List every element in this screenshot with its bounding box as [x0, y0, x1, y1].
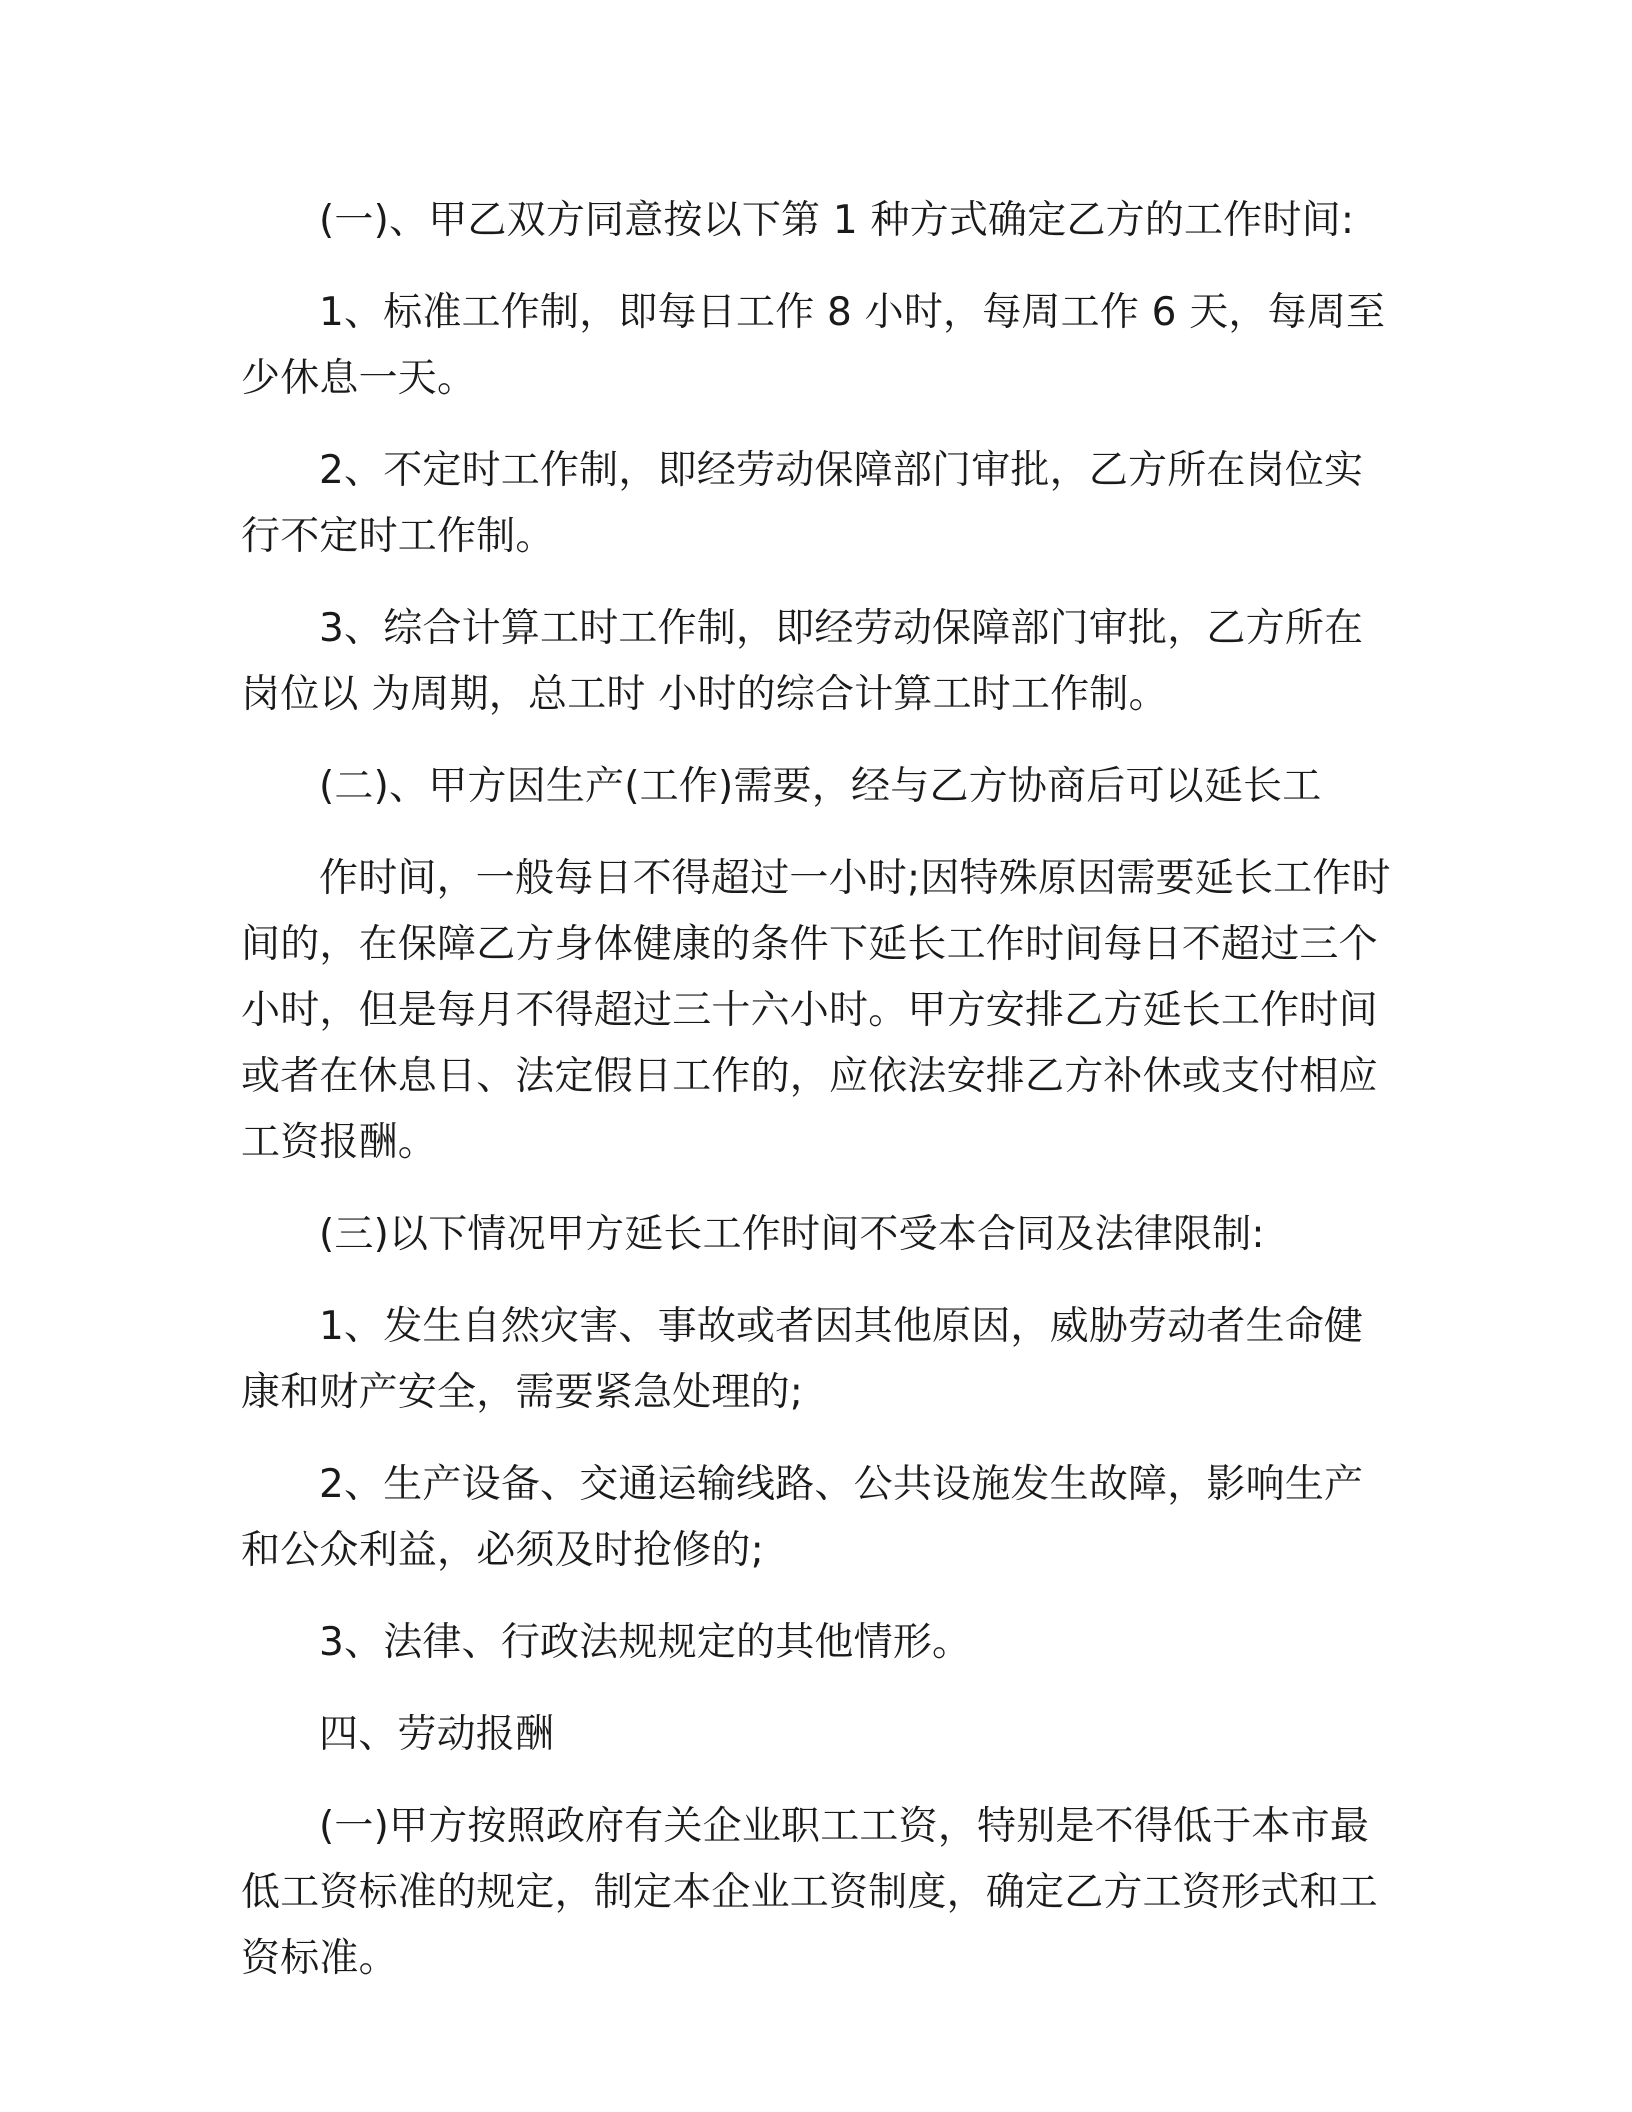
paragraph-overtime-limits: 作时间，一般每日不得超过一小时;因特殊原因需要延长工作时间的，在保障乙方身体健康的条件下延长工作时间每日不超过三个小时，但是每月不得超过三十六小时。甲方安排乙方延长工作时间或者在休息日、法定假日工作的，应依法安排乙方补休或支付相应工资报酬。: [241, 856, 1391, 1165]
paragraph-wage-standard: (一)甲方按照政府有关企业职工工资，特别是不得低于本市最低工资标准的规定，制定本企业工资制度，确定乙方工资形式和工资标准。: [241, 1804, 1378, 1981]
paragraph-legal-case: 3、法律、行政法规规定的其他情形。: [319, 1620, 972, 1665]
section-heading-labor-remuneration: 四、劳动报酬: [319, 1712, 555, 1757]
document-body: [241, 188, 1401, 2018]
paragraph-repair-case: 2、生产设备、交通运输线路、公共设施发生故障，影响生产和公众利益，必须及时抢修的;: [241, 1462, 1364, 1573]
paragraph-section-2-intro: (二)、甲方因生产(工作)需要，经与乙方协商后可以延长工: [319, 764, 1322, 809]
paragraph-section-1-intro: (一)、甲乙双方同意按以下第 1 种方式确定乙方的工作时间:: [319, 198, 1355, 243]
paragraph-comprehensive-hours-system: 3、综合计算工时工作制，即经劳动保障部门审批，乙方所在岗位以 为周期，总工时 小时的综合计算工时工作制。: [241, 606, 1364, 717]
paragraph-emergency-case: 1、发生自然灾害、事故或者因其他原因，威胁劳动者生命健康和财产安全，需要紧急处理的;: [241, 1304, 1364, 1415]
paragraph-section-3-intro: (三)以下情况甲方延长工作时间不受本合同及法律限制:: [319, 1212, 1265, 1257]
paragraph-flexible-work-system: 2、不定时工作制，即经劳动保障部门审批，乙方所在岗位实行不定时工作制。: [241, 448, 1364, 559]
paragraph-standard-work-system: 1、标准工作制，即每日工作 8 小时，每周工作 6 天，每周至少休息一天。: [241, 290, 1386, 401]
